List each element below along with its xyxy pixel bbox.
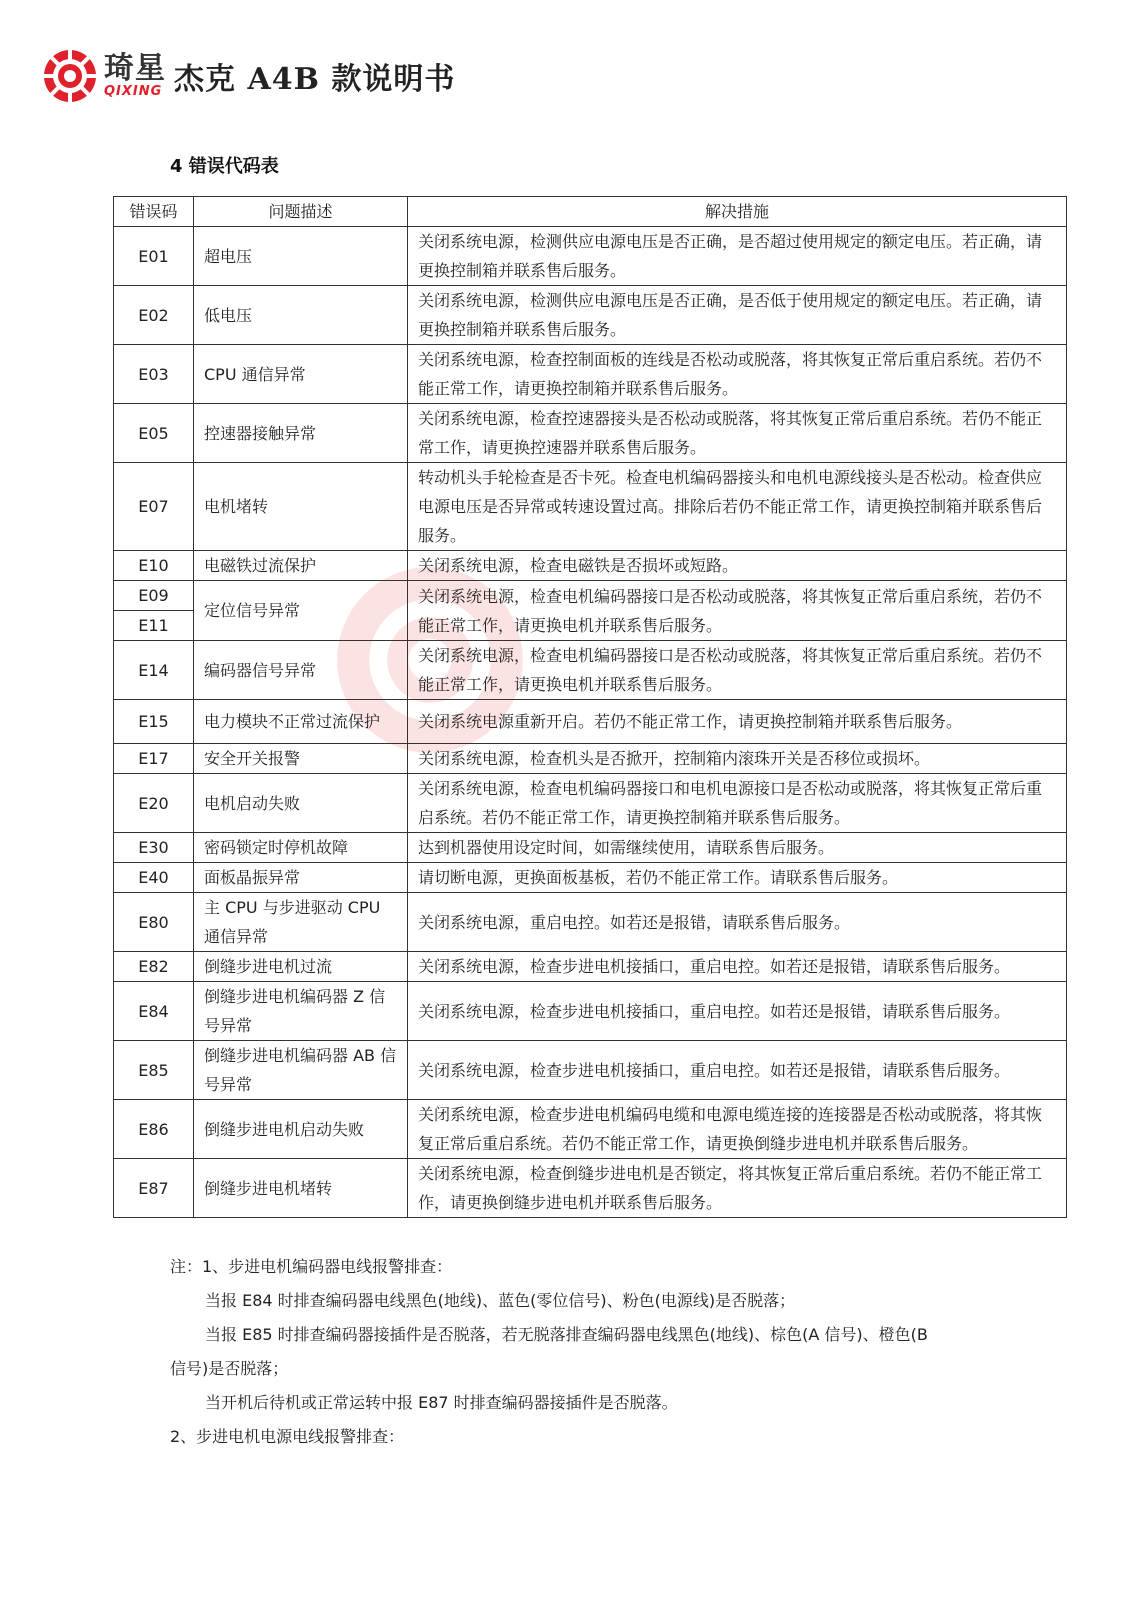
- error-code: E17: [114, 744, 194, 774]
- notes-section: [170, 1250, 970, 1454]
- solution: 关闭系统电源，重启电控。如若还是报错，请联系售后服务。: [408, 893, 1067, 952]
- error-code-table: [113, 196, 1067, 1218]
- solution: 关闭系统电源，检查机头是否掀开，控制箱内滚珠开关是否移位或损坏。: [408, 744, 1067, 774]
- column-header-solution: 解决措施: [408, 197, 1067, 227]
- solution: 关闭系统电源，检查电机编码器接口是否松动或脱落，将其恢复正常后重启系统，若仍不能正常工作，请更换电机并联系售后服务。: [408, 581, 1067, 641]
- table-row: [114, 700, 1067, 744]
- error-code: E20: [114, 774, 194, 833]
- column-header-description: 问题描述: [194, 197, 408, 227]
- error-code: E10: [114, 551, 194, 581]
- problem-description: 密码锁定时停机故障: [194, 833, 408, 863]
- problem-description: 编码器信号异常: [194, 641, 408, 700]
- error-code: E80: [114, 893, 194, 952]
- table-row: [114, 1041, 1067, 1100]
- problem-description: 低电压: [194, 286, 408, 345]
- table-row: [114, 744, 1067, 774]
- problem-description: 控速器接触异常: [194, 404, 408, 463]
- error-code: E82: [114, 952, 194, 982]
- problem-description: 定位信号异常: [194, 581, 408, 641]
- qixing-logo-icon: [42, 48, 98, 104]
- note-line: 当报 E85 时排查编码器接插件是否脱落，若无脱落排查编码器电线黑色(地线)、棕色(A 信号)、橙色(B: [205, 1325, 928, 1344]
- table-row: [114, 345, 1067, 404]
- table-row: [114, 952, 1067, 982]
- table-row: [114, 463, 1067, 551]
- problem-description: 倒缝步进电机编码器 Z 信号异常: [194, 982, 408, 1041]
- error-code: E85: [114, 1041, 194, 1100]
- problem-description: 倒缝步进电机堵转: [194, 1159, 408, 1218]
- table-row: [114, 863, 1067, 893]
- table-row: [114, 641, 1067, 700]
- error-code: E40: [114, 863, 194, 893]
- solution: 关闭系统电源，检查控速器接头是否松动或脱落，将其恢复正常后重启系统。若仍不能正常工作，请更换控速器并联系售后服务。: [408, 404, 1067, 463]
- table-row: [114, 286, 1067, 345]
- error-code: E07: [114, 463, 194, 551]
- problem-description: 倒缝步进电机启动失败: [194, 1100, 408, 1159]
- table-row: [114, 581, 1067, 611]
- error-code: E87: [114, 1159, 194, 1218]
- note-line: 当开机后待机或正常运转中报 E87 时排查编码器接插件是否脱落。: [205, 1393, 678, 1412]
- problem-description: 面板晶振异常: [194, 863, 408, 893]
- error-code: E05: [114, 404, 194, 463]
- problem-description: 电机启动失败: [194, 774, 408, 833]
- error-code: E84: [114, 982, 194, 1041]
- error-code: E14: [114, 641, 194, 700]
- note-line: 信号)是否脱落；: [170, 1359, 289, 1378]
- solution: 关闭系统电源重新开启。若仍不能正常工作，请更换控制箱并联系售后服务。: [408, 700, 1067, 744]
- error-code: E30: [114, 833, 194, 863]
- problem-description: CPU 通信异常: [194, 345, 408, 404]
- column-header-code: 错误码: [114, 197, 194, 227]
- document-title: 杰克 A4B 款说明书: [174, 62, 456, 97]
- solution: 关闭系统电源，检查步进电机接插口，重启电控。如若还是报错，请联系售后服务。: [408, 1041, 1067, 1100]
- error-code: E11: [114, 611, 194, 641]
- note-line: 2、步进电机电源电线报警排查：: [170, 1427, 405, 1446]
- table-row: [114, 893, 1067, 952]
- solution: 关闭系统电源，检查电机编码器接口是否松动或脱落，将其恢复正常后重启系统。若仍不能正常工作，请更换电机并联系售后服务。: [408, 641, 1067, 700]
- solution: 转动机头手轮检查是否卡死。检查电机编码器接头和电机电源线接头是否松动。检查供应电源电压是否异常或转速设置过高。排除后若仍不能正常工作，请更换控制箱并联系售后服务。: [408, 463, 1067, 551]
- error-code: E15: [114, 700, 194, 744]
- table-header-row: [114, 197, 1067, 227]
- error-code: E09: [114, 581, 194, 611]
- solution: 关闭系统电源，检查步进电机接插口，重启电控。如若还是报错，请联系售后服务。: [408, 952, 1067, 982]
- solution: 达到机器使用设定时间，如需继续使用，请联系售后服务。: [408, 833, 1067, 863]
- page-header: [42, 48, 455, 104]
- error-code: E02: [114, 286, 194, 345]
- solution: 请切断电源，更换面板基板，若仍不能正常工作。请联系售后服务。: [408, 863, 1067, 893]
- problem-description: 电磁铁过流保护: [194, 551, 408, 581]
- solution: 关闭系统电源，检查电磁铁是否损坏或短路。: [408, 551, 1067, 581]
- error-code: E86: [114, 1100, 194, 1159]
- solution: 关闭系统电源，检测供应电源电压是否正确，是否超过使用规定的额定电压。若正确，请更换控制箱并联系售后服务。: [408, 227, 1067, 286]
- note-line: 当报 E84 时排查编码器电线黑色(地线)、蓝色(零位信号)、粉色(电源线)是否脱落；: [205, 1291, 796, 1310]
- table-row: [114, 982, 1067, 1041]
- problem-description: 超电压: [194, 227, 408, 286]
- table-row: [114, 1159, 1067, 1218]
- problem-description: 主 CPU 与步进驱动 CPU 通信异常: [194, 893, 408, 952]
- brand-name: [104, 53, 166, 99]
- table-row: [114, 833, 1067, 863]
- error-code: E01: [114, 227, 194, 286]
- problem-description: 安全开关报警: [194, 744, 408, 774]
- table-row: [114, 404, 1067, 463]
- section-title: 4 错误代码表: [170, 156, 279, 177]
- problem-description: 电力模块不正常过流保护: [194, 700, 408, 744]
- solution: 关闭系统电源，检测供应电源电压是否正确，是否低于使用规定的额定电压。若正确，请更换控制箱并联系售后服务。: [408, 286, 1067, 345]
- note-line: 注：1、步进电机编码器电线报警排查：: [170, 1257, 453, 1276]
- problem-description: 倒缝步进电机编码器 AB 信号异常: [194, 1041, 408, 1100]
- problem-description: 电机堵转: [194, 463, 408, 551]
- solution: 关闭系统电源，检查控制面板的连线是否松动或脱落，将其恢复正常后重启系统。若仍不能正常工作，请更换控制箱并联系售后服务。: [408, 345, 1067, 404]
- solution: 关闭系统电源，检查步进电机编码电缆和电源电缆连接的连接器是否松动或脱落，将其恢复正常后重启系统。若仍不能正常工作，请更换倒缝步进电机并联系售后服务。: [408, 1100, 1067, 1159]
- brand-name-cn: 琦星: [104, 51, 166, 86]
- table-row: [114, 774, 1067, 833]
- table-row: [114, 1100, 1067, 1159]
- problem-description: 倒缝步进电机过流: [194, 952, 408, 982]
- brand-name-en: QIXING: [104, 84, 163, 99]
- table-row: [114, 551, 1067, 581]
- table-row: [114, 227, 1067, 286]
- error-code: E03: [114, 345, 194, 404]
- solution: 关闭系统电源，检查步进电机接插口，重启电控。如若还是报错，请联系售后服务。: [408, 982, 1067, 1041]
- solution: 关闭系统电源，检查电机编码器接口和电机电源接口是否松动或脱落，将其恢复正常后重启系统。若仍不能正常工作，请更换控制箱并联系售后服务。: [408, 774, 1067, 833]
- solution: 关闭系统电源，检查倒缝步进电机是否锁定，将其恢复正常后重启系统。若仍不能正常工作，请更换倒缝步进电机并联系售后服务。: [408, 1159, 1067, 1218]
